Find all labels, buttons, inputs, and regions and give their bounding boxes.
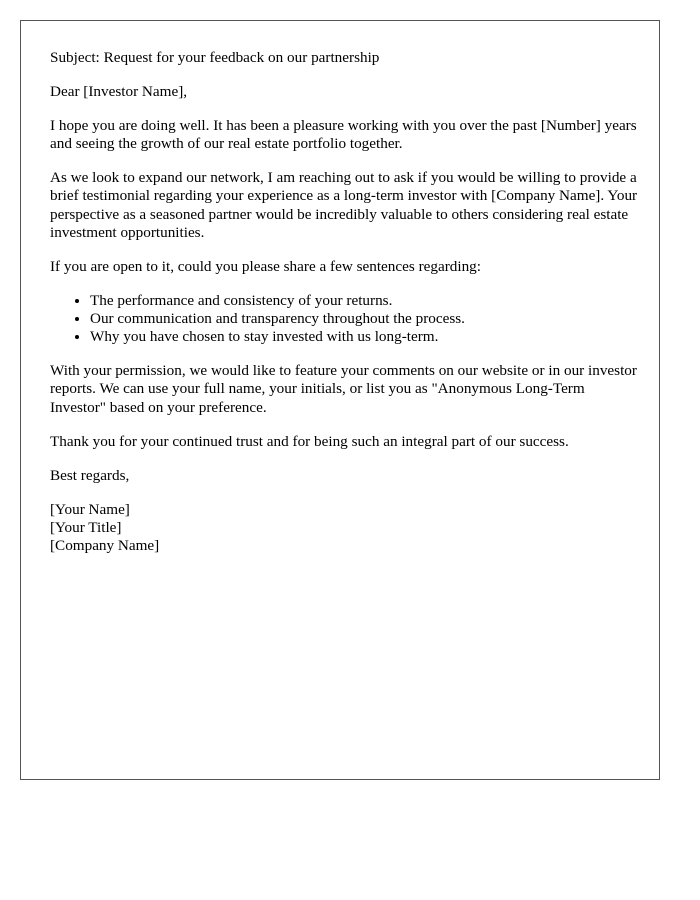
list-item: • The performance and consistency of your returns.	[90, 292, 640, 310]
topics-intro-paragraph: If you are open to it, could you please share a few sentences regarding:	[50, 257, 481, 275]
signature-company: [Company Name]	[50, 537, 160, 555]
signature-name: [Your Name]	[50, 500, 130, 518]
permission-paragraph: With your permission, we would like to feature your comments on our website or in our investor reports. We can use your full name, your initials, or list you as "Anonymous Long-Term Investor" based on your preference.	[50, 362, 637, 416]
topics-list	[50, 292, 640, 347]
signature-block	[50, 501, 640, 556]
list-item: • Our communication and transparency throughout the process.	[90, 310, 640, 328]
closing-line: Best regards,	[50, 466, 130, 484]
list-item: • Why you have chosen to stay invested with us long-term.	[90, 328, 640, 346]
intro-paragraph: I hope you are doing well. It has been a pleasure working with you over the past [Number] years and seeing the growth of our real estate portfolio together.	[50, 117, 637, 153]
thanks-paragraph: Thank you for your continued trust and for being such an integral part of our success.	[50, 432, 569, 450]
letter-page	[20, 20, 660, 780]
signature-title: [Your Title]	[50, 518, 122, 536]
request-paragraph: As we look to expand our network, I am reaching out to ask if you would be willing to provide a brief testimonial regarding your experience as a long-term investor with [Company Name]. Your perspective as a seasoned partner would be incredibly valuable to others considering real estate investment opportunities.	[50, 169, 638, 241]
subject-line: Subject: Request for your feedback on our partnership	[50, 49, 380, 66]
salutation: Dear [Investor Name],	[50, 83, 188, 100]
letter-body	[50, 49, 640, 571]
